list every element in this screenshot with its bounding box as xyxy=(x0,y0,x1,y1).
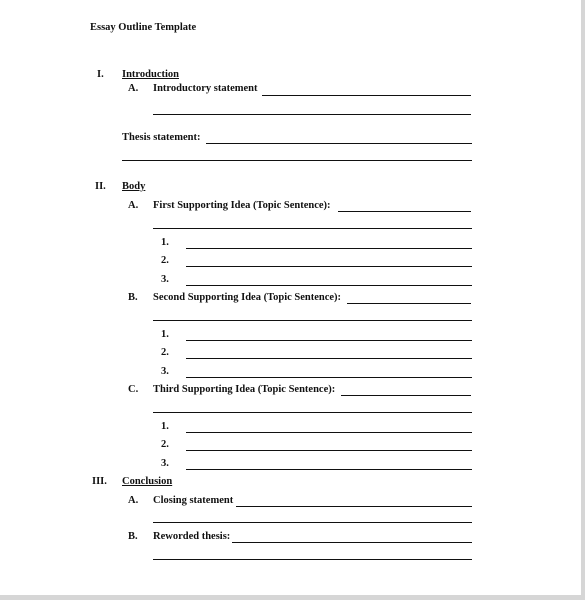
introductory-statement-line[interactable] xyxy=(262,95,471,96)
introductory-statement-line-2[interactable] xyxy=(153,114,471,115)
first-supporting-idea-line[interactable] xyxy=(338,211,471,212)
point-line[interactable] xyxy=(186,469,472,470)
third-supporting-idea-line-2[interactable] xyxy=(153,412,472,413)
point-number: 3. xyxy=(161,274,169,285)
second-supporting-idea-label: Second Supporting Idea (Topic Sentence): xyxy=(153,292,342,303)
conclusion-item-letter: A. xyxy=(128,495,139,506)
body-idea-letter: C. xyxy=(128,384,139,395)
closing-statement-line[interactable] xyxy=(236,506,472,507)
section-heading-introduction: Introduction xyxy=(122,69,179,80)
introductory-statement-label: Introductory statement xyxy=(153,83,258,94)
closing-statement-label: Closing statement xyxy=(153,495,234,506)
first-supporting-idea-line-2[interactable] xyxy=(153,228,472,229)
point-number: 3. xyxy=(161,366,169,377)
point-line[interactable] xyxy=(186,340,472,341)
point-line[interactable] xyxy=(186,377,472,378)
point-number: 1. xyxy=(161,329,169,340)
document-title: Essay Outline Template xyxy=(90,22,197,33)
third-supporting-idea-label: Third Supporting Idea (Topic Sentence): xyxy=(153,384,336,395)
section-numeral-conclusion: III. xyxy=(92,476,107,487)
point-line[interactable] xyxy=(186,450,472,451)
body-idea-letter: B. xyxy=(128,292,138,303)
second-supporting-idea-line[interactable] xyxy=(347,303,471,304)
closing-statement-line-2[interactable] xyxy=(153,522,472,523)
point-line[interactable] xyxy=(186,285,472,286)
section-numeral-introduction: I. xyxy=(97,69,104,80)
section-numeral-body: II. xyxy=(95,181,106,192)
point-number: 1. xyxy=(161,237,169,248)
thesis-statement-label: Thesis statement: xyxy=(122,132,201,143)
intro-item-letter: A. xyxy=(128,83,139,94)
body-idea-letter: A. xyxy=(128,200,139,211)
thesis-statement-line-2[interactable] xyxy=(122,160,472,161)
third-supporting-idea-line[interactable] xyxy=(341,395,471,396)
point-line[interactable] xyxy=(186,248,472,249)
point-number: 3. xyxy=(161,458,169,469)
thesis-statement-line[interactable] xyxy=(206,143,472,144)
conclusion-item-letter: B. xyxy=(128,531,138,542)
reworded-thesis-line[interactable] xyxy=(232,542,472,543)
point-line[interactable] xyxy=(186,358,472,359)
second-supporting-idea-line-2[interactable] xyxy=(153,320,472,321)
section-heading-conclusion: Conclusion xyxy=(122,476,173,487)
point-line[interactable] xyxy=(186,266,472,267)
point-number: 1. xyxy=(161,421,169,432)
point-line[interactable] xyxy=(186,432,472,433)
reworded-thesis-label: Reworded thesis: xyxy=(153,531,231,542)
section-heading-body: Body xyxy=(122,181,146,192)
first-supporting-idea-label: First Supporting Idea (Topic Sentence): xyxy=(153,200,331,211)
point-number: 2. xyxy=(161,255,169,266)
point-number: 2. xyxy=(161,439,169,450)
point-number: 2. xyxy=(161,347,169,358)
reworded-thesis-line-2[interactable] xyxy=(153,559,472,560)
